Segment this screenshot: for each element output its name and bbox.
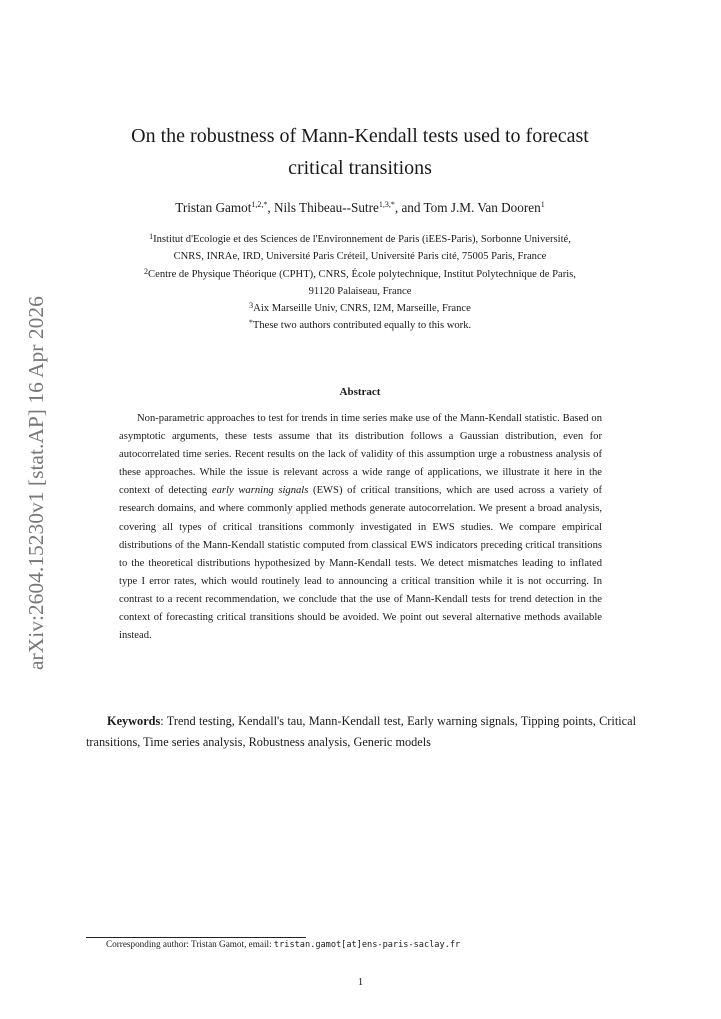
title-line-1: On the robustness of Mann-Kendall tests used to forecast (131, 125, 589, 147)
title-line-2: critical transitions (288, 157, 432, 179)
affiliation-mark: 3 (249, 301, 254, 311)
affiliation-mark: * (248, 318, 253, 328)
abstract-emphasis: early warning signals (211, 485, 309, 497)
affiliation-text: These two authors contributed equally to this work. (252, 320, 472, 332)
affiliation-line (80, 300, 640, 317)
affiliation-line: CNRS, INRAe, IRD, Université Paris Créteil, Université Paris cité, 75005 Paris, France (173, 251, 547, 263)
paper-title (80, 120, 640, 184)
abstract-text: Non-parametric approaches to test for trends in time series make use of the Mann-Kendall statistic. Based on asymptotic arguments, these tests assume that its distribution follows a Gaussian distribution, even for autocorrelated time series. Recent results on the lack of validity of this assumption urge a robustness analysis of these approaches. While the issue is relevant across a wide range of applications, we illustrate it here in the context of detecting (119, 413, 602, 497)
affiliation-line: 91120 Palaiseau, France (308, 285, 412, 297)
keywords (86, 711, 636, 753)
affiliation-text: Institut d'Ecologie et des Sciences de l'Environnement de Paris (iEES-Paris), Sorbonne Université, (153, 234, 571, 245)
affiliation-text: Aix Marseille Univ, CNRS, I2M, Marseille, France (253, 303, 471, 315)
author-separator: , (267, 200, 274, 215)
affiliations (80, 231, 640, 335)
footnote-text: Corresponding author: Tristan Gamot, email: (106, 939, 274, 949)
affiliation-mark: 2 (144, 266, 149, 276)
affiliation-mark: 1 (149, 232, 154, 241)
footnote-email[interactable]: tristan.gamot[at]ens-paris-saclay.fr (273, 940, 461, 950)
keywords-label: Keywords (107, 714, 161, 728)
abstract-text: (EWS) of critical transitions, which are used across a variety of research domains, and where commonly applied methods generate autocorrelation. We present a broad analysis, covering all types of critical transitions commonly investigated in EWS studies. We compare empirical distributions of the Mann-Kendall statistic computed from classical EWS indicators preceding critical transitions to the theoretical distributions hypothesized by Mann-Kendall tests. We detect mismatches leading to inflated type I error rates, which would routinely lead to announcing a critical transition while it is not occurring. In contrast to a recent recommendation, we conclude that the use of Mann-Kendall tests for trend detection in the context of forecasting critical transitions should be avoided. We point out several alternative methods available instead. (119, 485, 602, 642)
author-name: Tom J.M. Van Dooren (423, 200, 541, 215)
page-number: 1 (357, 976, 364, 988)
author-name: Tristan Gamot (175, 200, 252, 215)
author-name: Nils Thibeau--Sutre (273, 200, 379, 215)
author-separator: , and (394, 200, 424, 215)
abstract-heading: Abstract (339, 386, 381, 398)
affiliation-line (80, 266, 640, 283)
footnote (106, 939, 460, 950)
equal-contribution-note (80, 317, 640, 334)
author-list (80, 199, 640, 217)
affiliation-line (80, 231, 640, 248)
author-marks: 1,3,* (378, 200, 395, 209)
abstract-body (119, 410, 602, 645)
author-marks: 1,2,* (251, 200, 268, 209)
affiliation-text: Centre de Physique Théorique (CPHT), CNRS, École polytechnique, Institut Polytechnique de Paris, (148, 268, 576, 280)
author-marks: 1 (540, 200, 545, 209)
keywords-text: : Trend testing, Kendall's tau, Mann-Kendall test, Early warning signals, Tipping points, Critical transitions, Time series analysis, Robustness analysis, Generic models (86, 714, 636, 749)
arxiv-side-label: arXiv:2604.15230v1 [stat.AP] 16 Apr 2026 (24, 296, 48, 670)
footnote-rule (86, 937, 306, 938)
